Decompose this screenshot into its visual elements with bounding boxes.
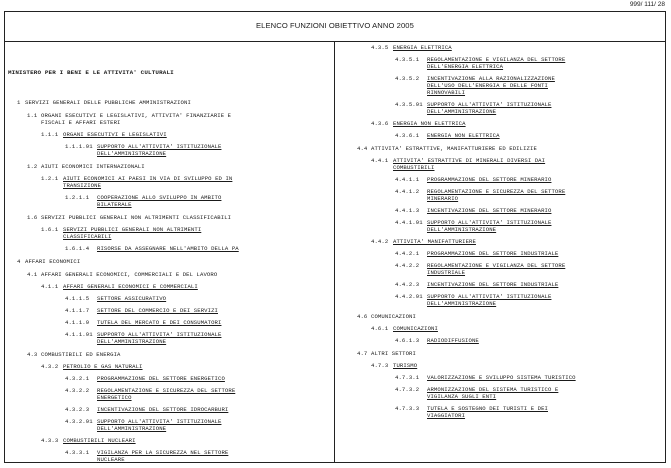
entry-text: ENERGIA ELETTRICA — [393, 44, 452, 51]
entry-code: 4.4.1.91 — [395, 219, 423, 226]
entry-code: 1 — [17, 99, 21, 106]
entry-text: VIGILANZA PER LA SICUREZZA NEL SETTORE NUCLEARE — [97, 449, 229, 463]
entry-text: ALTRI SETTORI — [371, 350, 416, 357]
entry-text: SERVIZI PUBBLICI GENERALI NON ALTRIMENTI CLASSIFICABILI — [41, 214, 232, 221]
entry-code: 1.1.1 — [41, 131, 59, 138]
entry-4-3-3-1 — [65, 449, 228, 463]
entry-code: 4.7.3 — [371, 362, 389, 369]
entry-code: 4.3.2.1 — [65, 375, 90, 382]
entry-text: SUPPORTO ALL'ATTIVITA' ISTITUZIONALE DELL'AMMINISTRAZIONE — [97, 331, 222, 345]
entry-1-1 — [27, 112, 231, 126]
entry-4-7-3 — [371, 362, 417, 369]
entry-code: 4.7.3.2 — [395, 386, 420, 393]
entry-text: ARMONIZZAZIONE DEL SISTEMA TURISTICO E VIGILANZA SUGLI ENTI — [427, 386, 559, 400]
entry-code: 4.1.1.9 — [65, 319, 90, 326]
entry-1-2-1 — [41, 175, 232, 189]
entry-4-3-6 — [371, 120, 466, 127]
entry-4-3-6-1 — [395, 132, 500, 139]
entry-4-4 — [357, 145, 537, 152]
entry-code: 4.1.1.5 — [65, 295, 90, 302]
page-number: 999/ 111/ 28 — [629, 1, 665, 8]
entry-code: 4.1.1.7 — [65, 307, 90, 314]
entry-code: 4.1.1.91 — [65, 331, 93, 338]
entry-text: RISORSE DA ASSEGNARE NELL'AMBITO DELLA PA — [97, 245, 239, 252]
entry-4-3 — [27, 351, 121, 358]
entry-code: 4.7.3.1 — [395, 374, 420, 381]
entry-code: 4.4.1 — [371, 157, 389, 164]
entry-text: COOPERAZIONE ALLO SVILUPPO IN AMBITO BILATERALE — [97, 194, 222, 208]
entry-code: 4.1.1 — [41, 283, 59, 290]
entry-text: REGOLAMENTAZIONE E SICUREZZA DEL SETTORE MINERARIO — [427, 188, 566, 202]
entry-4-7 — [357, 350, 416, 357]
entry-1-6-1-4 — [65, 245, 239, 252]
entry-1-2-1-1 — [65, 194, 221, 208]
entry-4-7-3-2 — [395, 386, 558, 400]
entry-4-4-1-2 — [395, 188, 565, 202]
entry-text: AIUTI ECONOMICI INTERNAZIONALI — [41, 163, 145, 170]
entry-text: ORGANI ESECUTIVI E LEGISLATIVI, ATTIVITA' FINANZIARIE E FISCALI E AFFARI ESTERI — [41, 112, 232, 126]
entry-4-4-2-3 — [395, 281, 558, 288]
entry-4-3-5 — [371, 44, 452, 51]
entry-text: COMBUSTIBILI NUCLEARI — [63, 437, 136, 444]
entry-1-6 — [27, 214, 231, 221]
entry-code: 1.6.1 — [41, 226, 59, 233]
entry-code: 4.4.2.1 — [395, 250, 420, 257]
entry-text: SUPPORTO ALL'ATTIVITA' ISTITUZIONALE DELL'AMMINISTRAZIONE — [427, 293, 552, 307]
entry-code: 1.6.1.4 — [65, 245, 90, 252]
entry-code: 4.3.6.1 — [395, 132, 420, 139]
entry-text: ORGANI ESECUTIVI E LEGISLATIVI — [63, 131, 167, 138]
entry-code: 1.2.1 — [41, 175, 59, 182]
left-column — [5, 42, 335, 462]
entry-text: ATTIVITA' MANIFATTURIERE — [393, 238, 476, 245]
entry-code: 4.7 — [357, 350, 368, 357]
entry-4-1-1-7 — [65, 307, 218, 314]
entry-4-4-2-91 — [395, 293, 551, 307]
entry-4-4-2 — [371, 238, 476, 245]
entry-4-6-1 — [371, 325, 438, 332]
entry-text: ENERGIA NON ELETTRICA — [427, 132, 500, 139]
entry-code: 4.4.1.1 — [395, 176, 420, 183]
entry-code: 4.3.5.1 — [395, 56, 420, 63]
entry-code: 4.3.5.2 — [395, 75, 420, 82]
entry-text: AIUTI ECONOMICI AI PAESI IN VIA DI SVILUPPO ED IN TRANSIZIONE — [63, 175, 233, 189]
entry-code: 4.4.2 — [371, 238, 389, 245]
ministry-name: MINISTERO PER I BENI E LE ATTIVITA' CULTURALI — [8, 69, 174, 76]
entry-code: 4.3.6 — [371, 120, 389, 127]
entry-text: PROGRAMMAZIONE DEL SETTORE INDUSTRIALE — [427, 250, 559, 257]
entry-4-4-2-1 — [395, 250, 558, 257]
entry-code: 4.3 — [27, 351, 38, 358]
entry-code: 4.3.2.3 — [65, 406, 90, 413]
entry-4-3-3 — [41, 437, 136, 444]
entry-4-7-3-1 — [395, 374, 576, 381]
entry-text: VALORIZZAZIONE E SVILUPPO SISTEMA TURISTICO — [427, 374, 576, 381]
entry-4-7-3-3 — [395, 405, 548, 419]
entry-text: ATTIVITA' ESTRATTIVE, MANIFATTURIERE ED EDILIZIE — [371, 145, 537, 152]
entry-code: 1.6 — [27, 214, 38, 221]
entry-4-3-2-2 — [65, 387, 235, 401]
entry-text: ENERGIA NON ELETTRICA — [393, 120, 466, 127]
entry-text: COMBUSTIBILI ED ENERGIA — [41, 351, 121, 358]
entry-text: COMUNICAZIONI — [371, 313, 416, 320]
page-title: ELENCO FUNZIONI OBIETTIVO ANNO 2005 — [256, 21, 414, 30]
entry-code: 4 — [17, 258, 21, 265]
entry-4-6-1-3 — [395, 337, 479, 344]
entry-text: REGOLAMENTAZIONE E SICUREZZA DEL SETTORE ENERGETICO — [97, 387, 236, 401]
entry-text: TUTELA DEL MERCATO E DEI CONSUMATORI — [97, 319, 222, 326]
entry-code: 4.3.3.1 — [65, 449, 90, 456]
entry-code: 1.2.1.1 — [65, 194, 90, 201]
entry-text: PROGRAMMAZIONE DEL SETTORE MINERARIO — [427, 176, 552, 183]
entry-4-4-1-1 — [395, 176, 551, 183]
entry-4-3-2-91 — [65, 418, 221, 432]
entry-4-1-1-9 — [65, 319, 221, 326]
entry-1 — [17, 99, 191, 106]
entry-text: SETTORE ASSICURATIVO — [97, 295, 167, 302]
entry-code: 1.1 — [27, 112, 38, 119]
entry-code: 4.6.1 — [371, 325, 389, 332]
entry-text: SUPPORTO ALL'ATTIVITA' ISTITUZIONALE DELL'AMMINISTRAZIONE — [97, 418, 222, 432]
entry-text: SERVIZI GENERALI DELLE PUBBLICHE AMMINISTRAZIONI — [25, 99, 191, 106]
entry-1-1-1-91 — [65, 143, 221, 157]
entry-text: PETROLIO E GAS NATURALI — [63, 363, 143, 370]
entry-1-6-1 — [41, 226, 201, 240]
entry-4-3-5-91 — [395, 101, 551, 115]
entry-code: 4.7.3.3 — [395, 405, 420, 412]
entry-4-1 — [27, 271, 217, 278]
entry-code: 4.6 — [357, 313, 368, 320]
entry-4-3-5-1 — [395, 56, 565, 70]
entry-4-3-2 — [41, 363, 143, 370]
entry-code: 4.4 — [357, 145, 368, 152]
entry-4-1-1 — [41, 283, 198, 290]
entry-text: INCENTIVAZIONE DEL SETTORE MINERARIO — [427, 207, 552, 214]
entry-4-3-5-2 — [395, 75, 555, 96]
entry-text: INCENTIVAZIONE ALLA RAZIONALIZZAZIONE DELL'USO DELL'ENERGIA E DELLE FONTI RINNOVABILI — [427, 75, 555, 96]
entry-1-2 — [27, 163, 145, 170]
right-column — [335, 42, 665, 462]
entry-text: SUPPORTO ALL'ATTIVITA' ISTITUZIONALE DELL'AMMINISTRAZIONE — [427, 101, 552, 115]
entry-4-3-2-3 — [65, 406, 228, 413]
entry-code: 4.3.3 — [41, 437, 59, 444]
entry-text: INCENTIVAZIONE DEL SETTORE INDUSTRIALE — [427, 281, 559, 288]
entry-code: 4.3.2 — [41, 363, 59, 370]
entry-text: INCENTIVAZIONE DEL SETTORE IDROCARBURI — [97, 406, 229, 413]
entry-code: 4.6.1.3 — [395, 337, 420, 344]
entry-text: PROGRAMMAZIONE DEL SETTORE ENERGETICO — [97, 375, 225, 382]
document-frame — [4, 11, 666, 463]
entry-text: REGOLAMENTAZIONE E VIGILANZA DEL SETTORE DELL'ENERGIA ELETTRICA — [427, 56, 566, 70]
entry-text: SETTORE DEL COMMERCIO E DEI SERVIZI — [97, 307, 218, 314]
entry-text: SUPPORTO ALL'ATTIVITA' ISTITUZIONALE DELL'AMMINISTRAZIONE — [97, 143, 222, 157]
entry-code: 4.4.2.2 — [395, 262, 420, 269]
entry-text: AFFARI GENERALI ECONOMICI, COMMERCIALI E DEL LAVORO — [41, 271, 218, 278]
entry-4-6 — [357, 313, 416, 320]
entry-4-4-2-2 — [395, 262, 565, 276]
entry-text: RADIODIFFUSIONE — [427, 337, 479, 344]
entry-text: TUTELA E SOSTEGNO DEI TURISTI E DEI VIAGGIATORI — [427, 405, 548, 419]
entry-text: TURISMO — [393, 362, 418, 369]
entry-text: AFFARI ECONOMICI — [25, 258, 81, 265]
entry-text: SERVIZI PUBBLICI GENERALI NON ALTRIMENTI CLASSIFICABILI — [63, 226, 202, 240]
entry-text: REGOLAMENTAZIONE E VIGILANZA DEL SETTORE INDUSTRIALE — [427, 262, 566, 276]
entry-code: 4.3.2.2 — [65, 387, 90, 394]
entry-code: 4.3.2.91 — [65, 418, 93, 425]
entry-4-1-1-5 — [65, 295, 166, 302]
entry-code: 4.4.1.2 — [395, 188, 420, 195]
entry-1-1-1 — [41, 131, 167, 138]
entry-code: 4.4.2.91 — [395, 293, 423, 300]
entry-code: 1.1.1.91 — [65, 143, 93, 150]
entry-code: 4.4.1.3 — [395, 207, 420, 214]
entry-text: SUPPORTO ALL'ATTIVITA' ISTITUZIONALE DELL'AMMINISTRAZIONE — [427, 219, 552, 233]
entry-4-4-1-91 — [395, 219, 551, 233]
entry-code: 1.2 — [27, 163, 38, 170]
entry-4-1-1-91 — [65, 331, 221, 345]
entry-code: 4.1 — [27, 271, 38, 278]
entry-4-4-1-3 — [395, 207, 551, 214]
entry-4-4-1 — [371, 157, 545, 171]
header-band — [5, 12, 665, 42]
entry-text: COMUNICAZIONI — [393, 325, 438, 332]
entry-4-3-2-1 — [65, 375, 225, 382]
entry-code: 4.3.5.91 — [395, 101, 423, 108]
entry-4 — [17, 258, 80, 265]
entry-text: ATTIVITA' ESTRATTIVE DI MINERALI DIVERSI DAI COMBUSTIBILI — [393, 157, 546, 171]
entry-code: 4.3.5 — [371, 44, 389, 51]
entry-code: 4.4.2.3 — [395, 281, 420, 288]
entry-text: AFFARI GENERALI ECONOMICI E COMMERCIALI — [63, 283, 198, 290]
